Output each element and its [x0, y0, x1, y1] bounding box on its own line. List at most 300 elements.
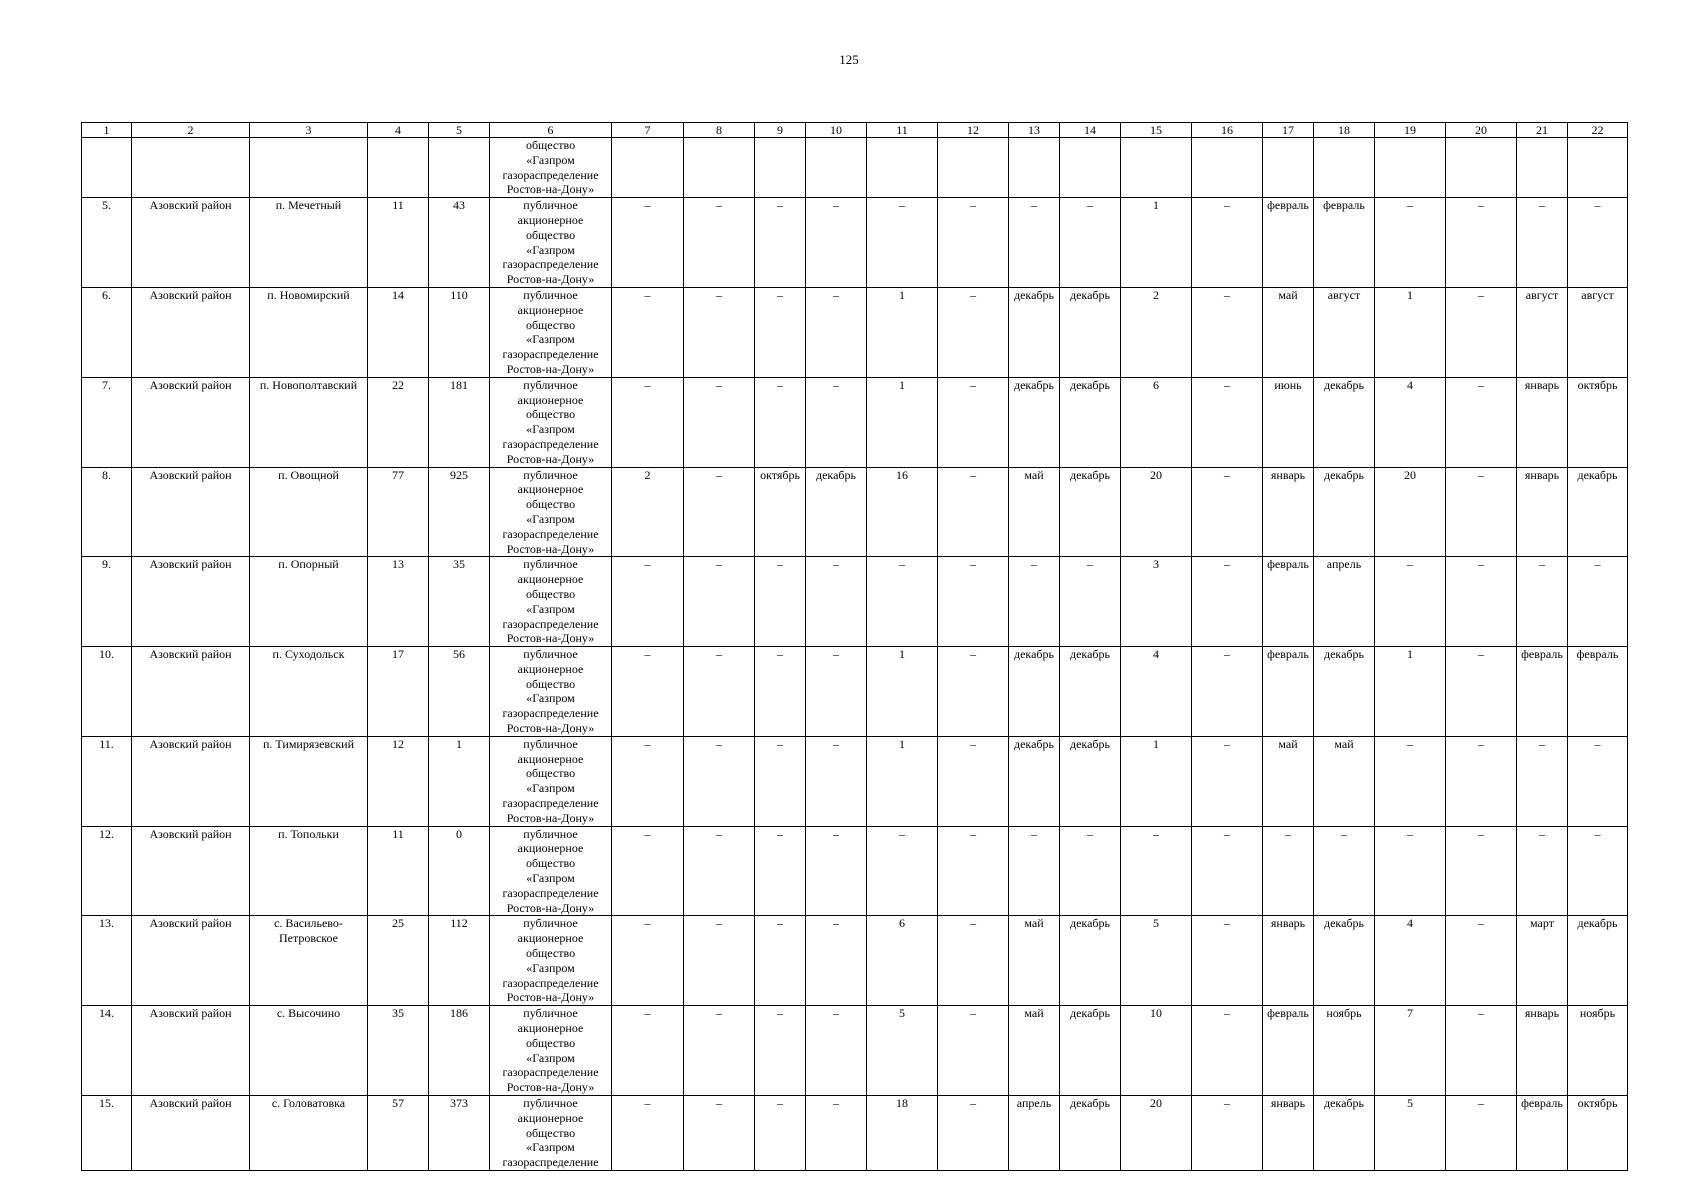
table-cell: июнь	[1263, 377, 1314, 467]
table-cell: 373	[429, 1096, 490, 1171]
table-cell: декабрь	[1060, 916, 1121, 1006]
table-cell: –	[1192, 826, 1263, 916]
table-cell: 20	[1121, 1096, 1192, 1171]
table-cell: публичное акционерное общество «Газпром газораспределение Ростов-на-Дону»	[490, 826, 612, 916]
table-cell: май	[1314, 736, 1375, 826]
column-number-10: 10	[806, 123, 867, 138]
column-number-13: 13	[1009, 123, 1060, 138]
table-cell: май	[1009, 916, 1060, 1006]
table-cell: –	[755, 736, 806, 826]
table-cell: с. Васильево- Петровское	[250, 916, 368, 1006]
table-cell: –	[684, 647, 755, 737]
table-cell: 12	[368, 736, 429, 826]
table-cell: п. Тимирязевский	[250, 736, 368, 826]
column-number-18: 18	[1314, 123, 1375, 138]
table-cell: 11.	[82, 736, 132, 826]
table-cell: 1	[867, 287, 938, 377]
table-cell: 9.	[82, 557, 132, 647]
table-cell: 18	[867, 1096, 938, 1171]
table-cell: 35	[429, 557, 490, 647]
table-cell: 1	[1121, 736, 1192, 826]
table-row	[82, 138, 1628, 198]
table-cell: –	[1192, 736, 1263, 826]
table-cell: –	[938, 467, 1009, 557]
table-body	[82, 138, 1628, 1171]
table-cell: –	[867, 557, 938, 647]
table-cell: декабрь	[1568, 916, 1628, 1006]
table-row	[82, 916, 1628, 1006]
table-cell: декабрь	[1314, 377, 1375, 467]
table-cell: –	[938, 287, 1009, 377]
table-cell: публичное акционерное общество «Газпром газораспределение Ростов-на-Дону»	[490, 198, 612, 288]
table-cell: 112	[429, 916, 490, 1006]
column-number-11: 11	[867, 123, 938, 138]
table-cell: 13.	[82, 916, 132, 1006]
table-cell: 3	[1121, 557, 1192, 647]
table-cell: ноябрь	[1314, 1006, 1375, 1096]
table-cell: Азовский район	[132, 1006, 250, 1096]
table-cell: декабрь	[1060, 1096, 1121, 1171]
table-cell: февраль	[1263, 647, 1314, 737]
table-cell: –	[1009, 198, 1060, 288]
column-number-15: 15	[1121, 123, 1192, 138]
table-cell: –	[755, 377, 806, 467]
table-cell: Азовский район	[132, 916, 250, 1006]
table-cell: –	[806, 647, 867, 737]
table-cell: публичное акционерное общество «Газпром газораспределение Ростов-на-Дону»	[490, 1006, 612, 1096]
table-cell: публичное акционерное общество «Газпром газораспределение Ростов-на-Дону»	[490, 557, 612, 647]
table-cell: –	[612, 736, 684, 826]
table-cell: публичное акционерное общество «Газпром газораспределение Ростов-на-Дону»	[490, 377, 612, 467]
table-cell: 22	[368, 377, 429, 467]
table-cell: Азовский район	[132, 647, 250, 737]
table-cell: 13	[368, 557, 429, 647]
table-cell: 1	[1375, 647, 1446, 737]
table-cell: август	[1314, 287, 1375, 377]
table-row	[82, 377, 1628, 467]
table-cell	[612, 138, 684, 198]
table-cell: –	[755, 647, 806, 737]
table-cell: –	[612, 377, 684, 467]
table-cell: май	[1009, 1006, 1060, 1096]
table-cell: 25	[368, 916, 429, 1006]
table-cell: декабрь	[1060, 736, 1121, 826]
column-number-2: 2	[132, 123, 250, 138]
table-cell: 4	[1375, 916, 1446, 1006]
table-cell: –	[1192, 1006, 1263, 1096]
table-cell: декабрь	[1060, 1006, 1121, 1096]
table-cell: март	[1517, 916, 1568, 1006]
table-cell: декабрь	[1314, 1096, 1375, 1171]
table-cell: –	[684, 557, 755, 647]
table-cell: публичное акционерное общество «Газпром газораспределение Ростов-на-Дону»	[490, 916, 612, 1006]
table-row	[82, 1006, 1628, 1096]
column-number-22: 22	[1568, 123, 1628, 138]
table-cell: –	[1314, 826, 1375, 916]
table-cell: –	[1121, 826, 1192, 916]
table-cell: п. Мечетный	[250, 198, 368, 288]
table-cell: 14.	[82, 1006, 132, 1096]
table-cell	[1375, 138, 1446, 198]
table-cell: 17	[368, 647, 429, 737]
table-cell	[1263, 138, 1314, 198]
table-cell: декабрь	[1314, 467, 1375, 557]
table-cell: май	[1263, 287, 1314, 377]
table-cell: –	[938, 377, 1009, 467]
column-number-16: 16	[1192, 123, 1263, 138]
table-cell: октябрь	[1568, 1096, 1628, 1171]
column-number-5: 5	[429, 123, 490, 138]
table-cell: январь	[1263, 467, 1314, 557]
table-cell	[684, 138, 755, 198]
table-cell: –	[806, 1096, 867, 1171]
table-cell: 1	[867, 647, 938, 737]
table-cell: Азовский район	[132, 557, 250, 647]
table-cell: Азовский район	[132, 736, 250, 826]
table-row	[82, 826, 1628, 916]
table-cell: 925	[429, 467, 490, 557]
table-cell: –	[938, 1006, 1009, 1096]
column-number-9: 9	[755, 123, 806, 138]
table-cell: август	[1568, 287, 1628, 377]
table-cell: октябрь	[755, 467, 806, 557]
table-cell: –	[1446, 826, 1517, 916]
column-number-row	[82, 123, 1628, 138]
table-cell: 20	[1121, 467, 1192, 557]
table-cell: декабрь	[1009, 736, 1060, 826]
table-cell: 43	[429, 198, 490, 288]
column-number-1: 1	[82, 123, 132, 138]
table-cell: декабрь	[1009, 377, 1060, 467]
table-cell: –	[755, 1006, 806, 1096]
table-cell: декабрь	[1060, 647, 1121, 737]
table-row	[82, 198, 1628, 288]
table-cell: –	[1446, 467, 1517, 557]
table-cell: –	[1192, 198, 1263, 288]
table-cell: –	[684, 198, 755, 288]
table-cell: декабрь	[1009, 287, 1060, 377]
table-cell: февраль	[1263, 1006, 1314, 1096]
table-cell: Азовский район	[132, 826, 250, 916]
table-cell: 2	[1121, 287, 1192, 377]
table-cell: –	[612, 1006, 684, 1096]
table-cell: 6	[1121, 377, 1192, 467]
table-cell: –	[1263, 826, 1314, 916]
table-cell	[806, 138, 867, 198]
table-cell: –	[684, 826, 755, 916]
table-cell: 56	[429, 647, 490, 737]
table-cell: –	[684, 1096, 755, 1171]
table-cell: –	[867, 826, 938, 916]
table-cell	[429, 138, 490, 198]
table-cell: публичное акционерное общество «Газпром газораспределение Ростов-на-Дону»	[490, 736, 612, 826]
table-cell	[82, 138, 132, 198]
table-cell: январь	[1517, 377, 1568, 467]
table-row	[82, 647, 1628, 737]
table-cell: Азовский район	[132, 467, 250, 557]
column-number-19: 19	[1375, 123, 1446, 138]
table-cell: 11	[368, 198, 429, 288]
table-cell: 6.	[82, 287, 132, 377]
table-cell: Азовский район	[132, 1096, 250, 1171]
table-cell: п. Суходольск	[250, 647, 368, 737]
table-cell	[1121, 138, 1192, 198]
table-cell: 35	[368, 1006, 429, 1096]
table-cell: –	[1517, 557, 1568, 647]
column-number-14: 14	[1060, 123, 1121, 138]
table-cell: –	[612, 287, 684, 377]
table-cell: Азовский район	[132, 377, 250, 467]
table-cell: 7.	[82, 377, 132, 467]
table-cell: декабрь	[1060, 377, 1121, 467]
table-cell	[250, 138, 368, 198]
table-cell: –	[1446, 557, 1517, 647]
data-table	[81, 122, 1628, 1171]
table-cell: 181	[429, 377, 490, 467]
column-number-8: 8	[684, 123, 755, 138]
table-cell: 15.	[82, 1096, 132, 1171]
table-cell: п. Опорный	[250, 557, 368, 647]
table-cell: январь	[1263, 1096, 1314, 1171]
table-cell: –	[1192, 1096, 1263, 1171]
table-cell: декабрь	[806, 467, 867, 557]
column-number-17: 17	[1263, 123, 1314, 138]
table-cell: –	[684, 916, 755, 1006]
table-cell: публичное акционерное общество «Газпром газораспределение Ростов-на-Дону»	[490, 647, 612, 737]
table-cell: 186	[429, 1006, 490, 1096]
table-cell: –	[1192, 647, 1263, 737]
table-cell: апрель	[1009, 1096, 1060, 1171]
table-cell	[1446, 138, 1517, 198]
table-cell: 14	[368, 287, 429, 377]
table-cell: п. Овощной	[250, 467, 368, 557]
table-row	[82, 287, 1628, 377]
table-cell: 1	[429, 736, 490, 826]
table-cell: –	[806, 826, 867, 916]
table-cell: декабрь	[1568, 467, 1628, 557]
table-cell: –	[755, 826, 806, 916]
table-cell: 1	[1375, 287, 1446, 377]
table-cell	[368, 138, 429, 198]
table-cell: –	[1517, 198, 1568, 288]
table-cell: –	[1192, 467, 1263, 557]
table-cell: 4	[1121, 647, 1192, 737]
table-cell: –	[1568, 198, 1628, 288]
table-cell: Азовский район	[132, 287, 250, 377]
table-cell: –	[612, 826, 684, 916]
table-cell: 77	[368, 467, 429, 557]
table-cell: 4	[1375, 377, 1446, 467]
table-cell: –	[1446, 1006, 1517, 1096]
table-cell	[1517, 138, 1568, 198]
table-cell: 10	[1121, 1006, 1192, 1096]
table-cell: –	[806, 287, 867, 377]
table-cell: 110	[429, 287, 490, 377]
table-cell: декабрь	[1060, 467, 1121, 557]
table-cell: –	[1060, 557, 1121, 647]
table-cell: публичное акционерное общество «Газпром газораспределение	[490, 1096, 612, 1171]
table-cell: –	[1446, 1096, 1517, 1171]
table-cell: –	[1517, 736, 1568, 826]
table-cell: –	[755, 287, 806, 377]
table-cell: п. Новополтавский	[250, 377, 368, 467]
table-cell	[1568, 138, 1628, 198]
table-cell: февраль	[1517, 1096, 1568, 1171]
table-cell: –	[1446, 287, 1517, 377]
column-number-12: 12	[938, 123, 1009, 138]
table-row	[82, 736, 1628, 826]
table-cell: 20	[1375, 467, 1446, 557]
table-cell: декабрь	[1314, 916, 1375, 1006]
table-cell: –	[1446, 736, 1517, 826]
table-cell: 16	[867, 467, 938, 557]
table-cell: –	[755, 916, 806, 1006]
table-cell: –	[1446, 647, 1517, 737]
table-cell: Азовский район	[132, 198, 250, 288]
table-cell: 5.	[82, 198, 132, 288]
table-cell	[132, 138, 250, 198]
table-cell: –	[1009, 557, 1060, 647]
table-cell: –	[612, 647, 684, 737]
table-cell: –	[1568, 557, 1628, 647]
column-number-6: 6	[490, 123, 612, 138]
table-cell: –	[1375, 198, 1446, 288]
table-cell: –	[755, 198, 806, 288]
table-cell	[1009, 138, 1060, 198]
table-cell: –	[1192, 916, 1263, 1006]
table-cell: май	[1009, 467, 1060, 557]
table-cell: февраль	[1314, 198, 1375, 288]
table-cell: 57	[368, 1096, 429, 1171]
table-cell: 8.	[82, 467, 132, 557]
table-cell: –	[938, 557, 1009, 647]
table-cell	[755, 138, 806, 198]
table-cell: –	[1375, 736, 1446, 826]
table-cell	[938, 138, 1009, 198]
page-number: 125	[839, 52, 859, 67]
table-cell: –	[1060, 826, 1121, 916]
table-cell	[867, 138, 938, 198]
table-cell: –	[612, 1096, 684, 1171]
table-cell: –	[1517, 826, 1568, 916]
table-cell: –	[1446, 377, 1517, 467]
table-cell: –	[1375, 557, 1446, 647]
table-cell: 5	[1375, 1096, 1446, 1171]
table-cell: декабрь	[1009, 647, 1060, 737]
table-cell: 5	[1121, 916, 1192, 1006]
table-cell: –	[612, 916, 684, 1006]
table-cell: 1	[1121, 198, 1192, 288]
column-number-20: 20	[1446, 123, 1517, 138]
table-cell: апрель	[1314, 557, 1375, 647]
table-cell: с. Головатовка	[250, 1096, 368, 1171]
table-cell: февраль	[1517, 647, 1568, 737]
table-cell: –	[755, 1096, 806, 1171]
table-cell: октябрь	[1568, 377, 1628, 467]
table-cell: –	[938, 736, 1009, 826]
table-cell: –	[938, 916, 1009, 1006]
table-cell: февраль	[1263, 557, 1314, 647]
table-cell	[1060, 138, 1121, 198]
table-cell: –	[755, 557, 806, 647]
table-cell: –	[938, 198, 1009, 288]
table-cell: февраль	[1263, 198, 1314, 288]
table-cell: –	[684, 1006, 755, 1096]
table-cell: август	[1517, 287, 1568, 377]
table-cell: 10.	[82, 647, 132, 737]
table-cell: январь	[1517, 1006, 1568, 1096]
table-cell: –	[1568, 736, 1628, 826]
table-cell: общество «Газпром газораспределение Ростов-на-Дону»	[490, 138, 612, 198]
table-cell: –	[938, 1096, 1009, 1171]
table-row	[82, 467, 1628, 557]
table-cell: п. Новомирский	[250, 287, 368, 377]
table-cell: п. Топольки	[250, 826, 368, 916]
table-cell: –	[806, 736, 867, 826]
table-cell	[1192, 138, 1263, 198]
table-cell: –	[612, 557, 684, 647]
table-cell: –	[684, 377, 755, 467]
table-cell: январь	[1263, 916, 1314, 1006]
table-cell: май	[1263, 736, 1314, 826]
table-cell: –	[1192, 287, 1263, 377]
table-cell: –	[1375, 826, 1446, 916]
table-cell: 5	[867, 1006, 938, 1096]
table-cell: с. Высочино	[250, 1006, 368, 1096]
table-cell: –	[612, 198, 684, 288]
table-cell: декабрь	[1060, 287, 1121, 377]
table-cell: –	[684, 736, 755, 826]
table-cell: публичное акционерное общество «Газпром газораспределение Ростов-на-Дону»	[490, 287, 612, 377]
table-cell: 7	[1375, 1006, 1446, 1096]
table-cell: 1	[867, 736, 938, 826]
table-cell: 11	[368, 826, 429, 916]
table-cell: –	[1009, 826, 1060, 916]
table-cell: –	[1446, 916, 1517, 1006]
table-cell: 6	[867, 916, 938, 1006]
table-cell: –	[938, 826, 1009, 916]
table-cell: –	[806, 1006, 867, 1096]
table-cell: –	[1192, 557, 1263, 647]
table-cell: 12.	[82, 826, 132, 916]
table-row	[82, 1096, 1628, 1171]
table-cell: –	[684, 467, 755, 557]
column-number-4: 4	[368, 123, 429, 138]
table-cell	[1314, 138, 1375, 198]
table-cell: 1	[867, 377, 938, 467]
table-cell: –	[1568, 826, 1628, 916]
table-cell: –	[1060, 198, 1121, 288]
table-cell: –	[806, 916, 867, 1006]
table-cell: публичное акционерное общество «Газпром газораспределение Ростов-на-Дону»	[490, 467, 612, 557]
column-number-21: 21	[1517, 123, 1568, 138]
table-cell: 0	[429, 826, 490, 916]
table-cell: февраль	[1568, 647, 1628, 737]
table-row	[82, 557, 1628, 647]
table-cell: ноябрь	[1568, 1006, 1628, 1096]
table-cell: –	[1192, 377, 1263, 467]
column-number-7: 7	[612, 123, 684, 138]
table-cell: –	[806, 198, 867, 288]
table-cell: –	[867, 198, 938, 288]
table-cell: –	[938, 647, 1009, 737]
table-cell: декабрь	[1314, 647, 1375, 737]
table-cell: 2	[612, 467, 684, 557]
column-number-3: 3	[250, 123, 368, 138]
table-cell: –	[806, 557, 867, 647]
table-cell: январь	[1517, 467, 1568, 557]
table-cell: –	[1446, 198, 1517, 288]
